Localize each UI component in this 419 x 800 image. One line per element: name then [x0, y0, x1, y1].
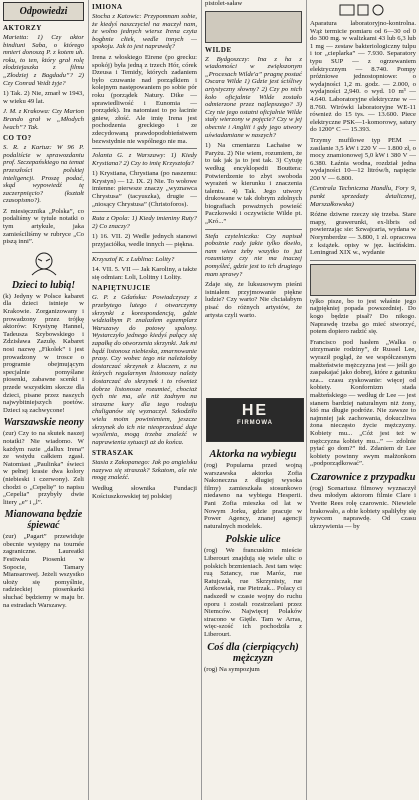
letter-kartuzy: S. R. z Kartuz: W 96 P. podaliście w sprawozdaniu prof. Szczepańskiego na temat przeszłości polskiej inteligencji. Proszę podać, skąd wypowiedź tę zaczerpnięcio? (kształt czasopismo?).: [3, 144, 84, 205]
article-title-dzieci: Dzieci to lubią!: [11, 279, 76, 291]
article-mianowana-body: (zur) „Pagart” przewiduje obecnie występy na tournée zagraniczne. Laureatki Festiwalu Piosenki w Sopocie, Tamary Miansarowej. Jeżeli wszystko ułoży się pomyślnie, radzieckiej piosenkarki słuchać będziemy w maju br. na estradach Warszawy.: [3, 533, 84, 609]
section-title-odpowiedzi: Odpowiedzi: [3, 2, 84, 21]
letter-ruta: Ruta z Opola: 1) Kiedy imieniny Ruty? 2) Co znaczy?: [92, 215, 197, 230]
divider: [310, 260, 416, 261]
letter-krzysztof: Krzysztof K. z Lublina: Lolity?: [92, 255, 175, 263]
article-title-neony: Warszawskie neony: [3, 417, 84, 429]
divider: [92, 211, 197, 212]
letter-jolanta: Jolanta G. z Warszawy: 1) Kiedy Krystiana? 2) Czy to imię Krzysztofa?: [92, 152, 197, 167]
article-pisze-body: tylko pisze, bo to jest właśnie jego najpiękniej popada powszedniej. Do kogo będzie pisał? Do nikogo. Naprawdę trzeba go mieć stworzyć, potem dopiero radzić się.: [310, 297, 416, 336]
he-logo-text: HE: [241, 402, 269, 419]
answer-krystiana: 1) Krystiana, Chrystiana (po naszemu: Krystyn) — 12. IX. 2) Nie. To wołowe imienne: pierwsze znaczy „wyznawca Chrystusa” (tacyuszka), drugie — „niosący Chrystusa” (Christoforos).: [92, 170, 197, 208]
drawing-illustration: [24, 249, 64, 277]
subheading-straszak: STRASZAK: [92, 449, 134, 458]
column-4: [306, 0, 419, 800]
letter-gdansk: G. P. z Gdańska: Powiadczyszy z przebytego lutego i otwarczymy skrzynki z korespondencją, gdzie widziałbym P. znalazłem egzemplarz Warszawy do potowy spalony. Wystarczyło jednego kiedyś palący się zapałkę do otworzenia skrzynki. Jak mi bądź listonosz niebieska, zmarnowanie prasy. Czy wobec tego nie należałoby dostarczać skrzynek z kluczem, z na których regularnym listonoszy należy dostarczać do skrzynek i to również dobrze listonosze rozumieć, chociaż tych nie ma, ale niż żadnym na straszne kary dla tego rodzaju chuliganów się wyznaczył. Szkodziło wielu moim powinieniem, jeszcze skrzynek do ich nie nieoprzedzać daje wysilenia, mogą trzeba znaleźć w naprawienia sytuacji aż do końca.: [92, 294, 197, 446]
answer-marietta: 1) Tak. 2) Nie, zmarł w 1943, w wieku 49 lat.: [3, 90, 84, 105]
subheading-imiona: IMIONA: [92, 3, 123, 11]
article-lee-body: Francisco pod hasłem „Walka o utrzymanie rodziny”, dr Russel Lee, wyraził pogląd, że we współczesnym małżeństwie mężczyzna jest — jeśli go zaspakajać jako dobrej, które z gatunku sza... czasu zyskowanie: więcej od kobiety. Konfornizm stada małżeńskiego — według dr Lee — jest stanem bardziej naturalnym niż żony, któ ma długie podróże. Nie zawsze to najmniej jak zachowania, dokuczliwa żona nieczęsto życie mężczyzny. Kobiety mu... „Cóż jest też w mężczyzna kobiety mu...” — zdolnie pytać go dom?” itd. Zdaniem dr Lee kobiety powinny swym małżonkom ,,podporządkować”.: [310, 338, 416, 468]
he-logo-subtext: FIRMOWA: [237, 420, 273, 426]
subheading-wilde: WILDE: [205, 45, 232, 54]
letter-stocha: Stocha z Katowic: Przypomnam sobie, że kiedyś naszczyciel na maczył nam, że wolno jednych wiersz Irena czyta bogbnie cłiek, wedle innych — spokoju. Jak to jest naprawdę?: [92, 13, 197, 51]
article-piece-body: Trzymy mufilowe typ PEM — zasilanie 3,5 kW i 220 V — 1.800 zł, o mocy znamionowej 5,0 kW i 380 V — 6.380. Łaźnia wodna, rozdział jedna wydajności 10—12 litrów/h, napięcie 200 V — 6.800.: [310, 136, 416, 182]
article-title-aktorka: Aktorka na wybiegu: [209, 449, 297, 460]
column-3-lower: [201, 445, 305, 800]
article-neony-body: (zur) Czy to na skutek naszej notatki? Nie wiadomo. W każdym razie „dallux Irena” ze wstydu całkiem zgasł. Natomiast „Paulinka” świeci w pełnej krasie dwa kolory (niebieski i czerwony). Zeli chodzi o „Cepelię” to napisu „Cepelia” przybyły dwie litery „e” i „l”.: [3, 430, 84, 506]
answer-stefa: Zdaje się, że luksusowym pieśni istniałem przyjmowanie piękne ludzie? Czy warto? Nie chciałabym pisać do różnych artystów, że artysta czyli warto.: [205, 281, 302, 319]
letter-stefa: Stefa czytelniczka: Czy napisał pobożnie rady jakie tylko tkwiło, nam wiesz żeby wszytko to już rozumiany czy nie ma inaczej pomyśleć, gdzie jest to ich drugiego mam sprawy?: [205, 232, 302, 278]
article-title-mezczyzn: Coś dla (cierpiących) mężczyzn: [207, 642, 299, 665]
article-dzieci-body: (k) Jedyny w Polsce kabaret dla dzieci istnieje w Krakowie. Zorganizowany i prowadzony przez trójkę aktorów: Krystynę Hannel, Tadeusza Szybowskiego i Zdzisława Zazulę. Kabaret nosi nazwę „Fikolek” i jest prowadzony w trosce o programie obejmującym specjalnie pomyślane piosenki, zabawne scenki i przede wszystkim skecze dla dzieci, pisane przez naszych najwybitniejszych poetów. Dzieci są zachwycone!: [3, 292, 84, 414]
article-aparatura-body: Aparatura laboratoryjno-kontrolna. Wąż termicie pomiaru od 6—30 od 0 do 300 mg. w walizkami 43 lub 6,3 lub 1 mg — zestaw bakteriologiczny tulpu i tor „cieplarka” — 7.930. Separatory typu SUP — z ogrzewaniem elektrycznym — 8.740. Pompy próżniowe jednostopniowe: o wydajności 1,2 m. godz. — 2.000, o wydajności 2,940. o wyd. 10 m³ — 4.640. Laboratoryjne elektryczne w — 8.760. Wirówki laboratoryjne WE-11 również do 15 tys. — 13.600. Piece elektryczne PSK—1-komorowy, satury do 1200° C — 15.393.: [310, 20, 416, 134]
photo-illustration: [310, 264, 416, 296]
letter-bydgoszcz: Z Bydgoszczy: Ina z ha z wiadomości w zwiększonym „Procesach Wilde'a” pragnę postać Oscara Wilde 1) Gdzie jest ściśliwy artystyczny słowny? 2) Czy po nich koło oficjalnie Wilde zostało odmierzone przez najlepszego? 3) Czy nie jego ostatni oficjalnie Wilde stały wierzony w pojęcie? Czy w jej obecnie i Angliii i gdy jego utwory uświadamiane w naszych?: [205, 55, 302, 139]
letter-marietta: Marietta: 1) Czy aktor bindiuni Saba, o którego mnieri donoszą P. z kotem uh. roku, to ten, który grał rolę złodziejaszka z filmu „Złodziej z Bagdadu”? 2) Czy Conrad Veidt żyje?: [3, 34, 84, 87]
he-column-logo: [206, 398, 304, 442]
divider: [92, 252, 197, 253]
subheading-co-to: CO TO?: [3, 134, 32, 143]
article-centrala: (Centrala Techniczna Handlu, Fory 9, punkt sprzedaży detalicznej, Marszałkowska): [310, 185, 416, 208]
answer-irena: Irena z włoskiego Eirene (po grecku: spokój) była jedną z trzech Hór, córek Dzeusa i Temidy, których zadaniem było czuwanie nad porządkiem i kolejnym następowaniem po sobie pór roku (porządek Natury. Dike — sprawiedliwość i Eunomia — porządek). Ira natomiast to po łacinie gniew, złość. Ale imię Irena jest pochodzenia greckiego i ze zdecydowaną prawdopodobieństwem bezwstydnie nie wspólnego nie ma.: [92, 53, 197, 145]
column-2: [88, 0, 200, 800]
article-title-ulice: Polskie ulice: [225, 534, 281, 546]
answer-wilde: 1) Na cmentarzu Lachaise w Paryżu. 2) Nie wiem, rozumiem, że to tak jak ja to jest tak. 3) Cytuję według encyklopedii Bouttera: Potwierdzenie to zbyt swoboda wyrażeń w kierunku i znaczenia talentu. 4) Tak. Jego utwory drukowane w tak dobrym zdolnych biografiach poważnych powieść Paczkowski i oczywiście Wilde pt. „Kró...”: [205, 142, 302, 226]
answer-ruta: 1) 16. VII. 2) Wedle jednych stanowi przyjaciółka, wedle innych — piękna.: [92, 233, 197, 249]
letter-stasia: Stasia z Zakopanego: Jak po angielsku nazywa się straszak? Szkatom, ale nie mogę znaleźć.: [92, 459, 197, 482]
column-1: [0, 0, 87, 800]
subheading-aktorzy: AKTORZY: [3, 24, 42, 32]
letter-krakow: J. M. z Krakowa: Czy Marion Brando grał w „Młodych lwach”? Tak.: [3, 108, 84, 131]
answer-straszak: Według słownika Fundacji Kościuszkowskiej tej polskiej: [92, 485, 197, 500]
article-title-czarownice: Czarownice z przypadku: [310, 471, 416, 483]
fragment-top: pistolet-saław: [205, 0, 243, 7]
article-czarownice-body: (rog) Scenariusz filmowy wyznaczył dwu młodym aktorom filmie Clare i Yvette Rees rolę czarownic. Niewiele brakowało, a obie kobiety spaliłyby się żywcem naprawdę. Od czasu ukrzywienia — by: [310, 484, 416, 530]
photo-illustration: [205, 11, 302, 43]
divider: [92, 148, 197, 149]
answer-lolity: 14. VII. 5. VII — Jak Karoliny, a także się odmian: Loli, Lolitny i Lolity.: [92, 266, 197, 281]
article-title-mianowana: Mianowana będzie śpiewać: [4, 509, 83, 532]
article-mezczyzn-body: (rog) Na sympozjum: [204, 666, 260, 674]
article-aktorka-body: (rog) Popularna przed wojną warszawska aktorka Zofia Nakoneczna z dlugiej wysoka filmy) zamieszkała stosunkowo niedawno na wybiegu Hesperii. Pani Zofia mieszka od lat w Nowym Jorku, gdzie pracuje w Power Agency, znanej agencji naturalnych modelek.: [204, 462, 302, 530]
article-ulice-body: (rog) We francuskim mieście Liberourt znajdują się wiele ulic o polskich brzmieniach. Jest tam więc ruą Sztancy, rue Maróz, rue Ratujczak, rue Skrzynisty, rue Antkowiak, rue Pietrzak... Polacy ci nadszedł w czasie wojny do ruchu oporu i zostali rozstrzelani przez Niemców. Najwięcej Polaków stracono w Giętle. Tam w Arras, więc-szość ich pochodziła z Liberourt.: [204, 547, 302, 638]
subheading-napietnujcie: NAPIĘTNUJCIE: [92, 284, 151, 293]
answer-kartuzy: Z miesięcznika „Polska”, co podaliśmy w tytule notatki o tym artykule, jaka zamieściliśmy w rubryce „Co piszą inni”.: [3, 207, 84, 246]
divider: [205, 229, 302, 230]
article-mapy-body: Różne dziwne rzeczy się trzeba. Stare mapy, grawerunki, ex-libris od powierzając sie: Szwajcaria, wydana w Norymberdze — 3.800, 1 zł. opracowa z książek. opisy w jęz. łacińskim. Leningrad XIX w., wydanie: [310, 211, 416, 257]
laboratory-icon: [338, 2, 388, 18]
